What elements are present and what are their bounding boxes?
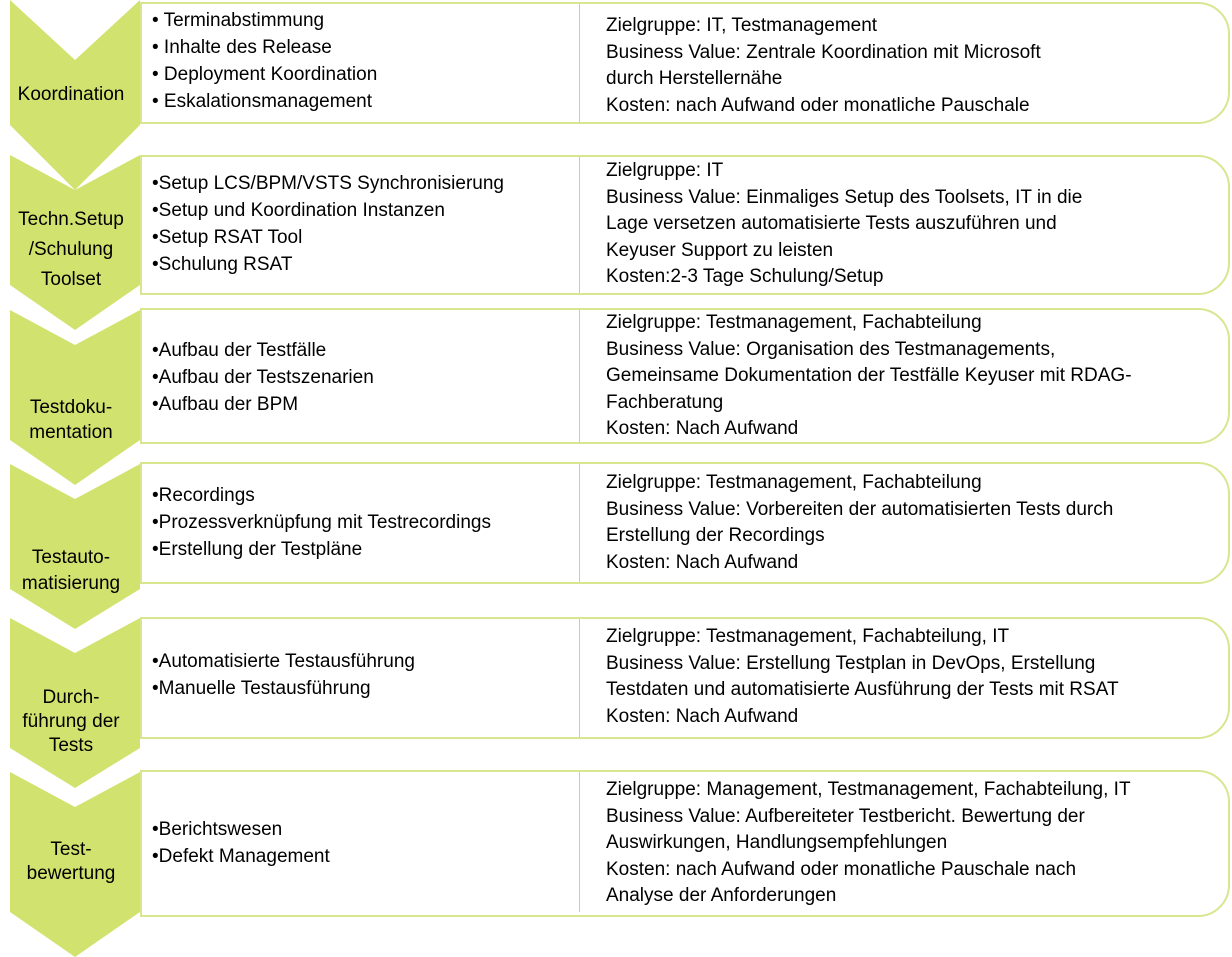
task-list <box>152 816 330 870</box>
stage-label: Durch- führung der Tests <box>22 687 120 756</box>
column-divider <box>579 4 580 122</box>
stage-details: Zielgruppe: Testmanagement, Fachabteilung Business Value: Organisation des Testmanagements, Gemeinsame Dokumentation der Testfälle Keyuser mit RDAG- Fachberatung Kosten: Nach Aufwand <box>606 312 1132 439</box>
task-list <box>152 337 374 418</box>
task-item: •Manuelle Testausführung <box>152 678 371 699</box>
task-item: •Setup RSAT Tool <box>152 227 303 248</box>
stage-label: Testdoku- mentation <box>29 397 113 443</box>
task-list <box>152 482 491 563</box>
task-item: •Automatisierte Testausführung <box>152 651 415 672</box>
task-item: •Schulung RSAT <box>152 254 293 275</box>
stage-details: Zielgruppe: IT Business Value: Einmaliges Setup des Toolsets, IT in die Lage versetzen automatisierte Tests auszuführen und Keyuser Support zu leisten Kosten:2-3 Tage Schulung/Setup <box>606 160 1083 287</box>
stage-details: Zielgruppe: Management, Testmanagement, Fachabteilung, IT Business Value: Aufbereiteter Testbericht. Bewertung der Auswirkungen, Handlungsempfehlungen Kosten: nach Aufwand oder monatliche Pauschale nach Analyse der Anforderungen <box>606 779 1131 906</box>
task-item: •Defekt Management <box>152 846 330 867</box>
stage-label: Koordination <box>17 84 125 105</box>
task-item: •Aufbau der Testfälle <box>152 340 327 361</box>
task-list <box>152 648 415 702</box>
column-divider <box>579 619 580 737</box>
stage-label: Testauto- matisierung <box>21 547 121 594</box>
task-item: • Deployment Koordination <box>152 64 378 85</box>
column-divider <box>579 772 580 912</box>
column-divider <box>579 464 580 582</box>
task-item: •Erstellung der Testpläne <box>152 539 363 560</box>
task-list <box>152 170 504 278</box>
task-item: •Recordings <box>152 485 255 506</box>
column-divider <box>579 157 580 293</box>
stage-label: Techn.Setup /Schulung Toolset <box>18 209 124 290</box>
task-item: •Aufbau der Testszenarien <box>152 367 374 388</box>
column-divider <box>579 310 580 442</box>
task-item: •Prozessverknüpfung mit Testrecordings <box>152 512 491 533</box>
stage-details: Zielgruppe: Testmanagement, Fachabteilung, IT Business Value: Erstellung Testplan in DevOps, Erstellung Testdaten und automatisierte Ausführung der Tests mit RSAT Kosten: Nach Aufwand <box>606 626 1119 727</box>
task-list <box>152 7 377 115</box>
task-item: • Eskalationsmanagement <box>152 91 372 112</box>
task-item: •Berichtswesen <box>152 819 283 840</box>
task-item: •Aufbau der BPM <box>152 394 299 415</box>
stage-details: Zielgruppe: Testmanagement, Fachabteilung Business Value: Vorbereiten der automatisierten Tests durch Erstellung der Recordings Kosten: Nach Aufwand <box>606 472 1114 573</box>
stage-details: Zielgruppe: IT, Testmanagement Business Value: Zentrale Koordination mit Microsoft durch Herstellernähe Kosten: nach Aufwand oder monatliche Pauschale <box>606 15 1041 116</box>
task-item: • Terminabstimmung <box>152 10 325 31</box>
task-item: •Setup und Koordination Instanzen <box>152 200 445 221</box>
task-item: • Inhalte des Release <box>152 37 332 58</box>
task-item: •Setup LCS/BPM/VSTS Synchronisierung <box>152 173 504 194</box>
stage-label: Test- bewertung <box>26 839 116 884</box>
